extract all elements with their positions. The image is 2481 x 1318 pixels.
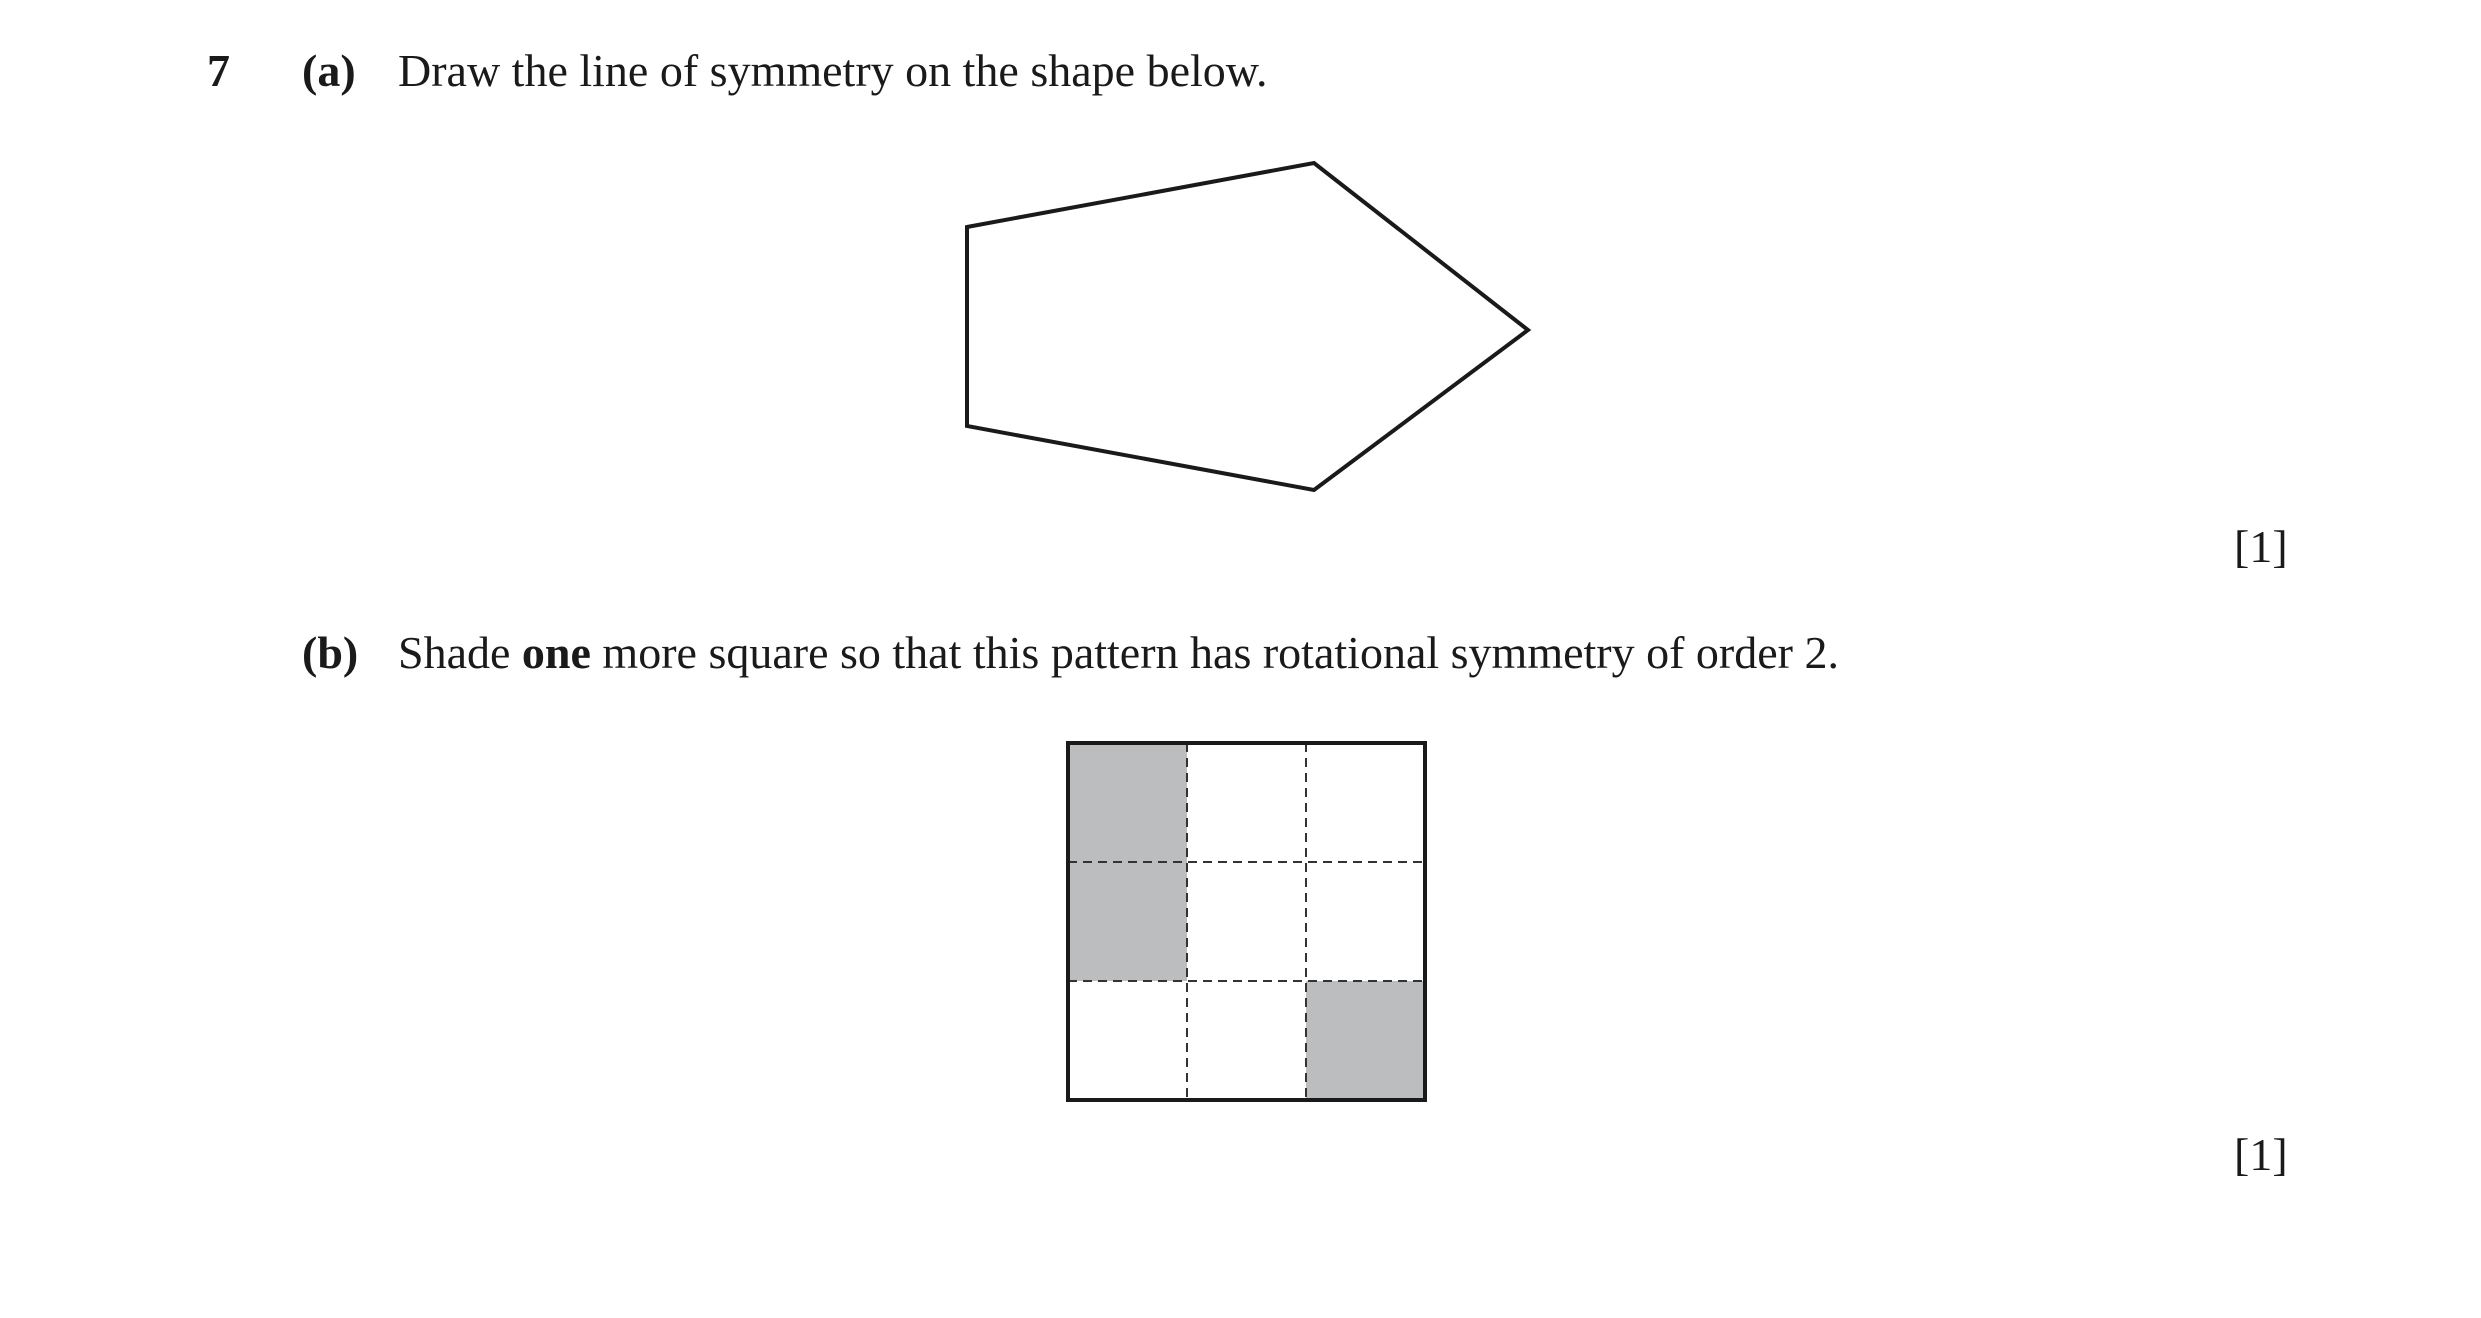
symmetry-grid (1068, 743, 1425, 1100)
shaded-cell (1306, 981, 1425, 1100)
shaded-cell (1068, 743, 1187, 862)
part-b-text (398, 626, 1839, 679)
part-b-text-after: more square so that this pattern has rotational symmetry of order 2. (602, 627, 1839, 678)
part-a-label: (a) (302, 45, 356, 96)
part-a-marks: [1] (2234, 521, 2288, 572)
part-a-text: Draw the line of symmetry on the shape below. (398, 45, 1268, 96)
part-b-text-before: Shade (398, 627, 511, 678)
part-b-text-bold: one (521, 627, 591, 678)
shaded-cell (1068, 862, 1187, 981)
part-b-label: (b) (302, 627, 359, 678)
question-number: 7 (207, 45, 230, 96)
part-b-marks: [1] (2234, 1129, 2288, 1180)
pentagon-shape (967, 163, 1528, 490)
